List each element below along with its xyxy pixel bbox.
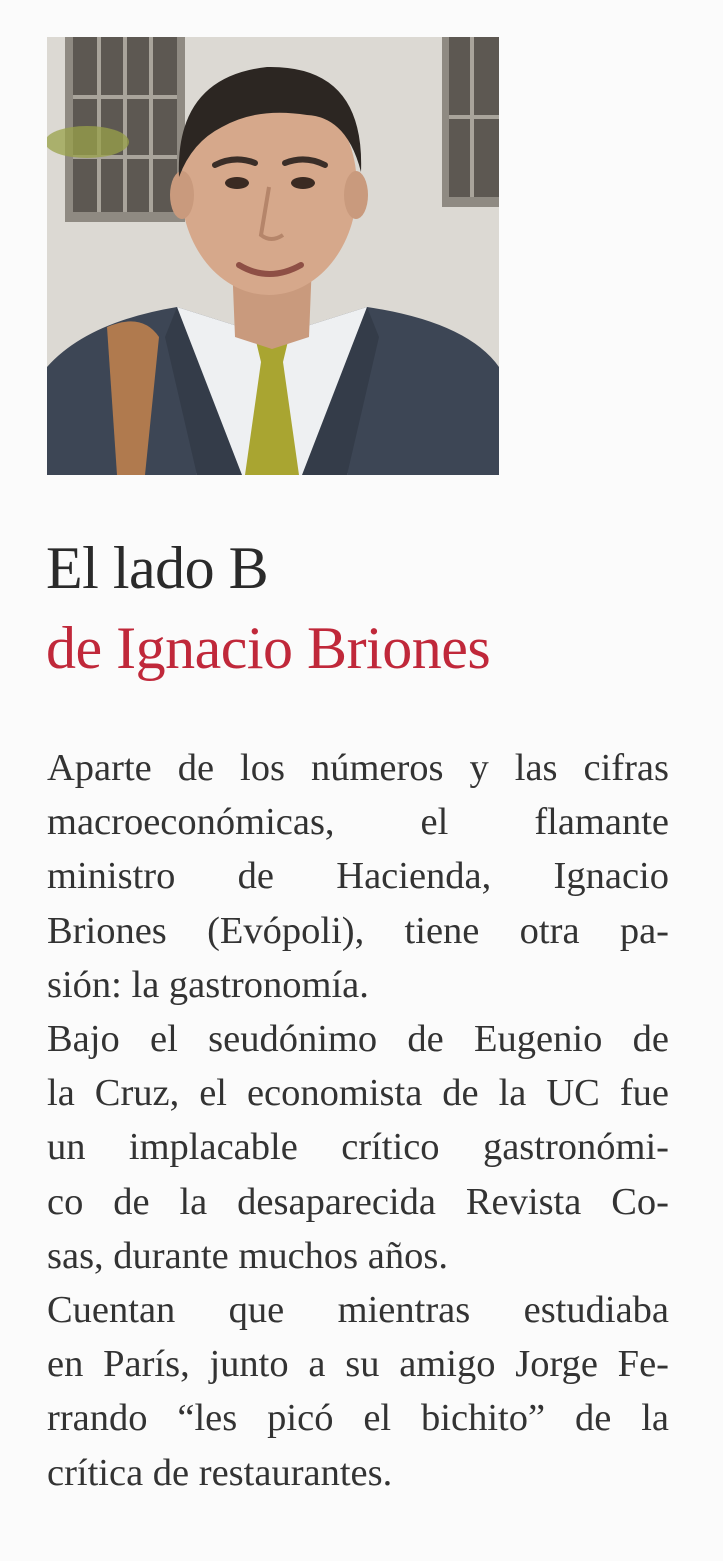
headline bbox=[46, 528, 706, 688]
body-line: un implacable crítico gastronómi- bbox=[47, 1126, 669, 1169]
headline-line-2: de Ignacio Briones bbox=[46, 615, 491, 681]
body-line: en París, junto a su amigo Jorge Fe- bbox=[47, 1343, 669, 1386]
portrait-photo bbox=[47, 37, 499, 475]
body-line: sión: la gastronomía. bbox=[47, 963, 369, 1006]
article-body bbox=[47, 741, 669, 1500]
body-line: crítica de restaurantes. bbox=[47, 1451, 393, 1494]
body-line: rrando “les picó el bichito” de la bbox=[47, 1397, 669, 1440]
portrait-illustration bbox=[47, 37, 499, 475]
body-line: la Cruz, el economista de la UC fue bbox=[47, 1072, 669, 1115]
body-line: Aparte de los números y las cifras bbox=[47, 747, 669, 789]
body-line: Bajo el seudónimo de Eugenio de bbox=[47, 1018, 669, 1061]
body-line: sas, durante muchos años. bbox=[47, 1234, 448, 1277]
body-line: Cuentan que mientras estudiaba bbox=[47, 1289, 669, 1332]
body-line: co de la desaparecida Revista Co- bbox=[47, 1180, 669, 1223]
body-line: Briones (Evópoli), tiene otra pa- bbox=[47, 909, 669, 952]
body-line: macroeconómicas, el flamante bbox=[47, 801, 669, 844]
body-line: ministro de Hacienda, Ignacio bbox=[47, 855, 669, 898]
headline-line-1: El lado B bbox=[46, 535, 269, 601]
